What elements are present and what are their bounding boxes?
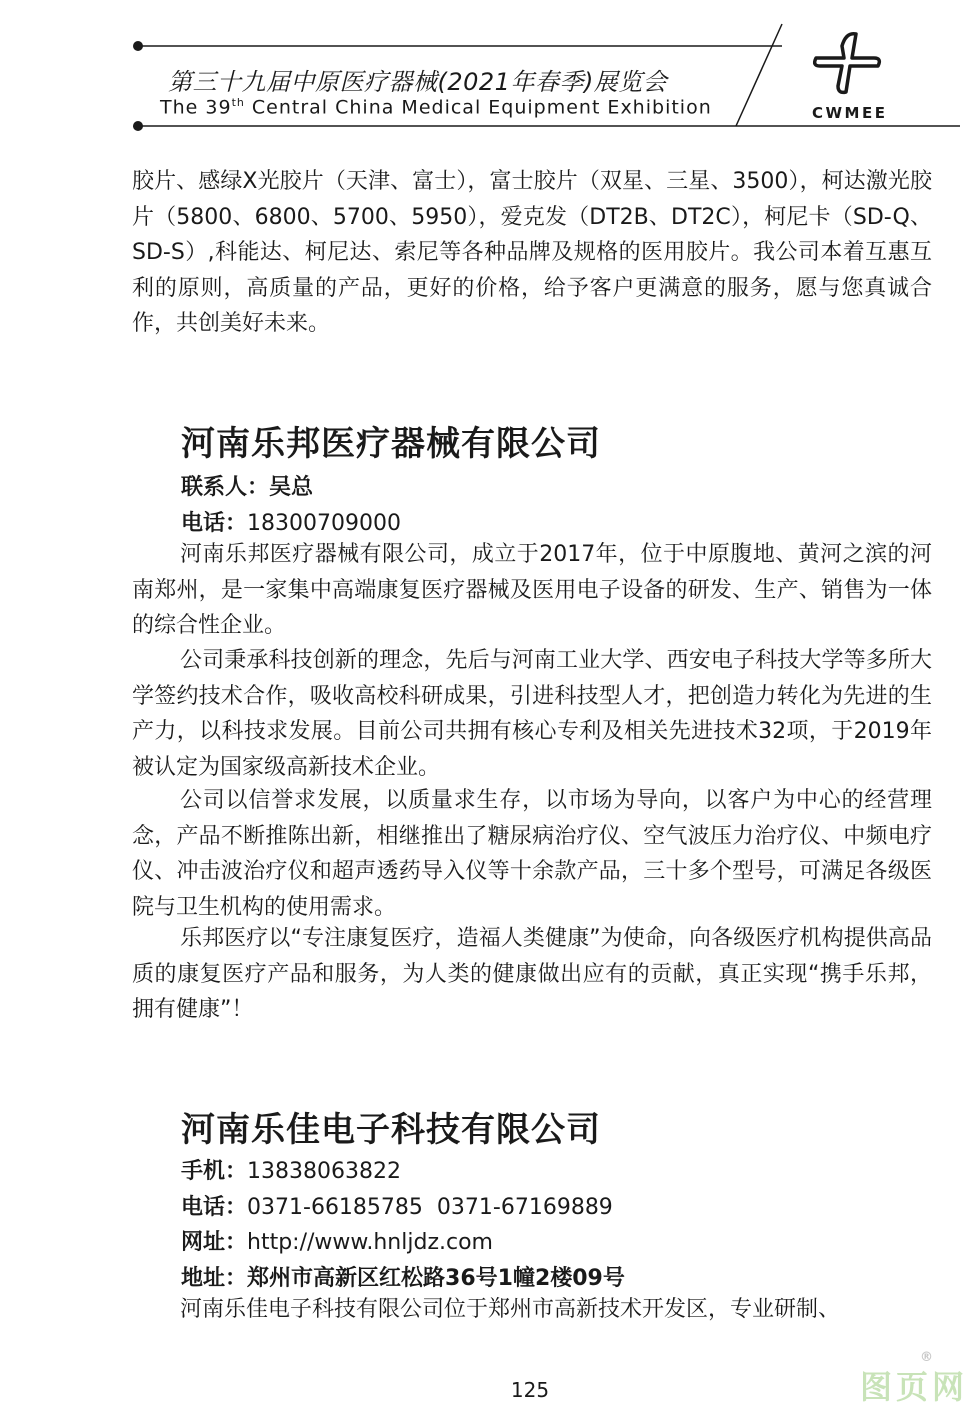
page-header bbox=[0, 0, 980, 140]
page-number: 125 bbox=[510, 1378, 550, 1402]
contact-value: 吴总 bbox=[269, 475, 314, 500]
title-en-suffix: Central China Medical Equipment Exhibition bbox=[244, 96, 712, 119]
mobile-label: 手机： bbox=[181, 1159, 248, 1184]
exhibition-title-cn: 第三十九届中原医疗器械(2021年春季)展览会 bbox=[168, 68, 668, 96]
company2-address bbox=[181, 1261, 625, 1292]
watermark-reg: ® bbox=[920, 1350, 933, 1365]
company2-mobile bbox=[181, 1154, 401, 1185]
phone-value: 18300709000 bbox=[247, 511, 401, 536]
company1-name: 河南乐邦医疗器械有限公司 bbox=[181, 424, 601, 464]
cross-logo-icon bbox=[815, 34, 880, 93]
company2-name: 河南乐佳电子科技有限公司 bbox=[181, 1110, 601, 1150]
watermark-logo bbox=[860, 1350, 969, 1408]
intro-paragraph: 胶片、感绿X光胶片（天津、富士），富士胶片（双星、三星、3500），柯达激光胶片（5800、6800、5700、5950），爱克发（DT2B、DT2C），柯尼卡（SD-Q、SD-S）,科能达、柯尼达、索尼等各种品牌及规格的医用胶片。我公司本着互惠互利的原则，高质量的产品，更好的价格，给予客户更满意的服务，愿与您真诚合作，共创美好未来。 bbox=[132, 169, 932, 336]
title-en-prefix: The 39 bbox=[160, 96, 232, 119]
mobile-value: 13838063822 bbox=[247, 1159, 401, 1184]
company2-paragraph: 河南乐佳电子科技有限公司位于郑州市高新技术开发区，专业研制、 bbox=[180, 1297, 841, 1322]
phone2-value: 0371-66185785 0371-67169889 bbox=[247, 1195, 613, 1220]
company1-contact bbox=[181, 470, 313, 501]
company1-phone bbox=[181, 506, 401, 537]
header-slash bbox=[736, 24, 782, 126]
header-bottom-dot bbox=[133, 121, 143, 131]
header-top-dot bbox=[133, 41, 143, 51]
web-value[interactable]: http://www.hnljdz.com bbox=[247, 1230, 493, 1255]
company1-paragraph-2: 公司秉承科技创新的理念，先后与河南工业大学、西安电子科技大学等多所大学签约技术合作，吸收高校科研成果，引进科技型人才，把创造力转化为先进的生产力，以科技求发展。目前公司共拥有核心专利及相关先进技术32项，于2019年被认定为国家级高新技术企业。 bbox=[132, 648, 932, 780]
title-en-sup: th bbox=[231, 96, 245, 109]
contact-label: 联系人： bbox=[181, 475, 270, 500]
company1-paragraph-3: 公司以信誉求发展，以质量求生存，以市场为导向，以客户为中心的经营理念，产品不断推陈出新，相继推出了糖尿病治疗仪、空气波压力治疗仪、中频电疗仪、冲击波治疗仪和超声透药导入仪等十余款产品，三十多个型号，可满足各级医院与卫生机构的使用需求。 bbox=[132, 788, 932, 920]
logo-text: CWMEE bbox=[812, 104, 888, 122]
company2-website bbox=[181, 1225, 493, 1256]
company1-paragraph-1: 河南乐邦医疗器械有限公司，成立于2017年，位于中原腹地、黄河之滨的河南郑州，是一家集中高端康复医疗器械及医用电子设备的研发、生产、销售为一体的综合性企业。 bbox=[132, 542, 932, 638]
address-value: 郑州市高新区红松路36号1幢2楼09号 bbox=[247, 1266, 625, 1291]
phone-label: 电话： bbox=[181, 511, 248, 536]
web-label: 网址： bbox=[181, 1230, 248, 1255]
address-label: 地址： bbox=[181, 1266, 248, 1291]
exhibition-title-en bbox=[160, 96, 712, 118]
company2-phone bbox=[181, 1190, 613, 1221]
watermark-text: 图页网 bbox=[860, 1368, 969, 1406]
company1-paragraph-4: 乐邦医疗以“专注康复医疗，造福人类健康”为使命，向各级医疗机构提供高品质的康复医疗产品和服务，为人类的健康做出应有的贡献，真正实现“携手乐邦，拥有健康”！ bbox=[132, 926, 932, 1022]
phone2-label: 电话： bbox=[181, 1195, 248, 1220]
